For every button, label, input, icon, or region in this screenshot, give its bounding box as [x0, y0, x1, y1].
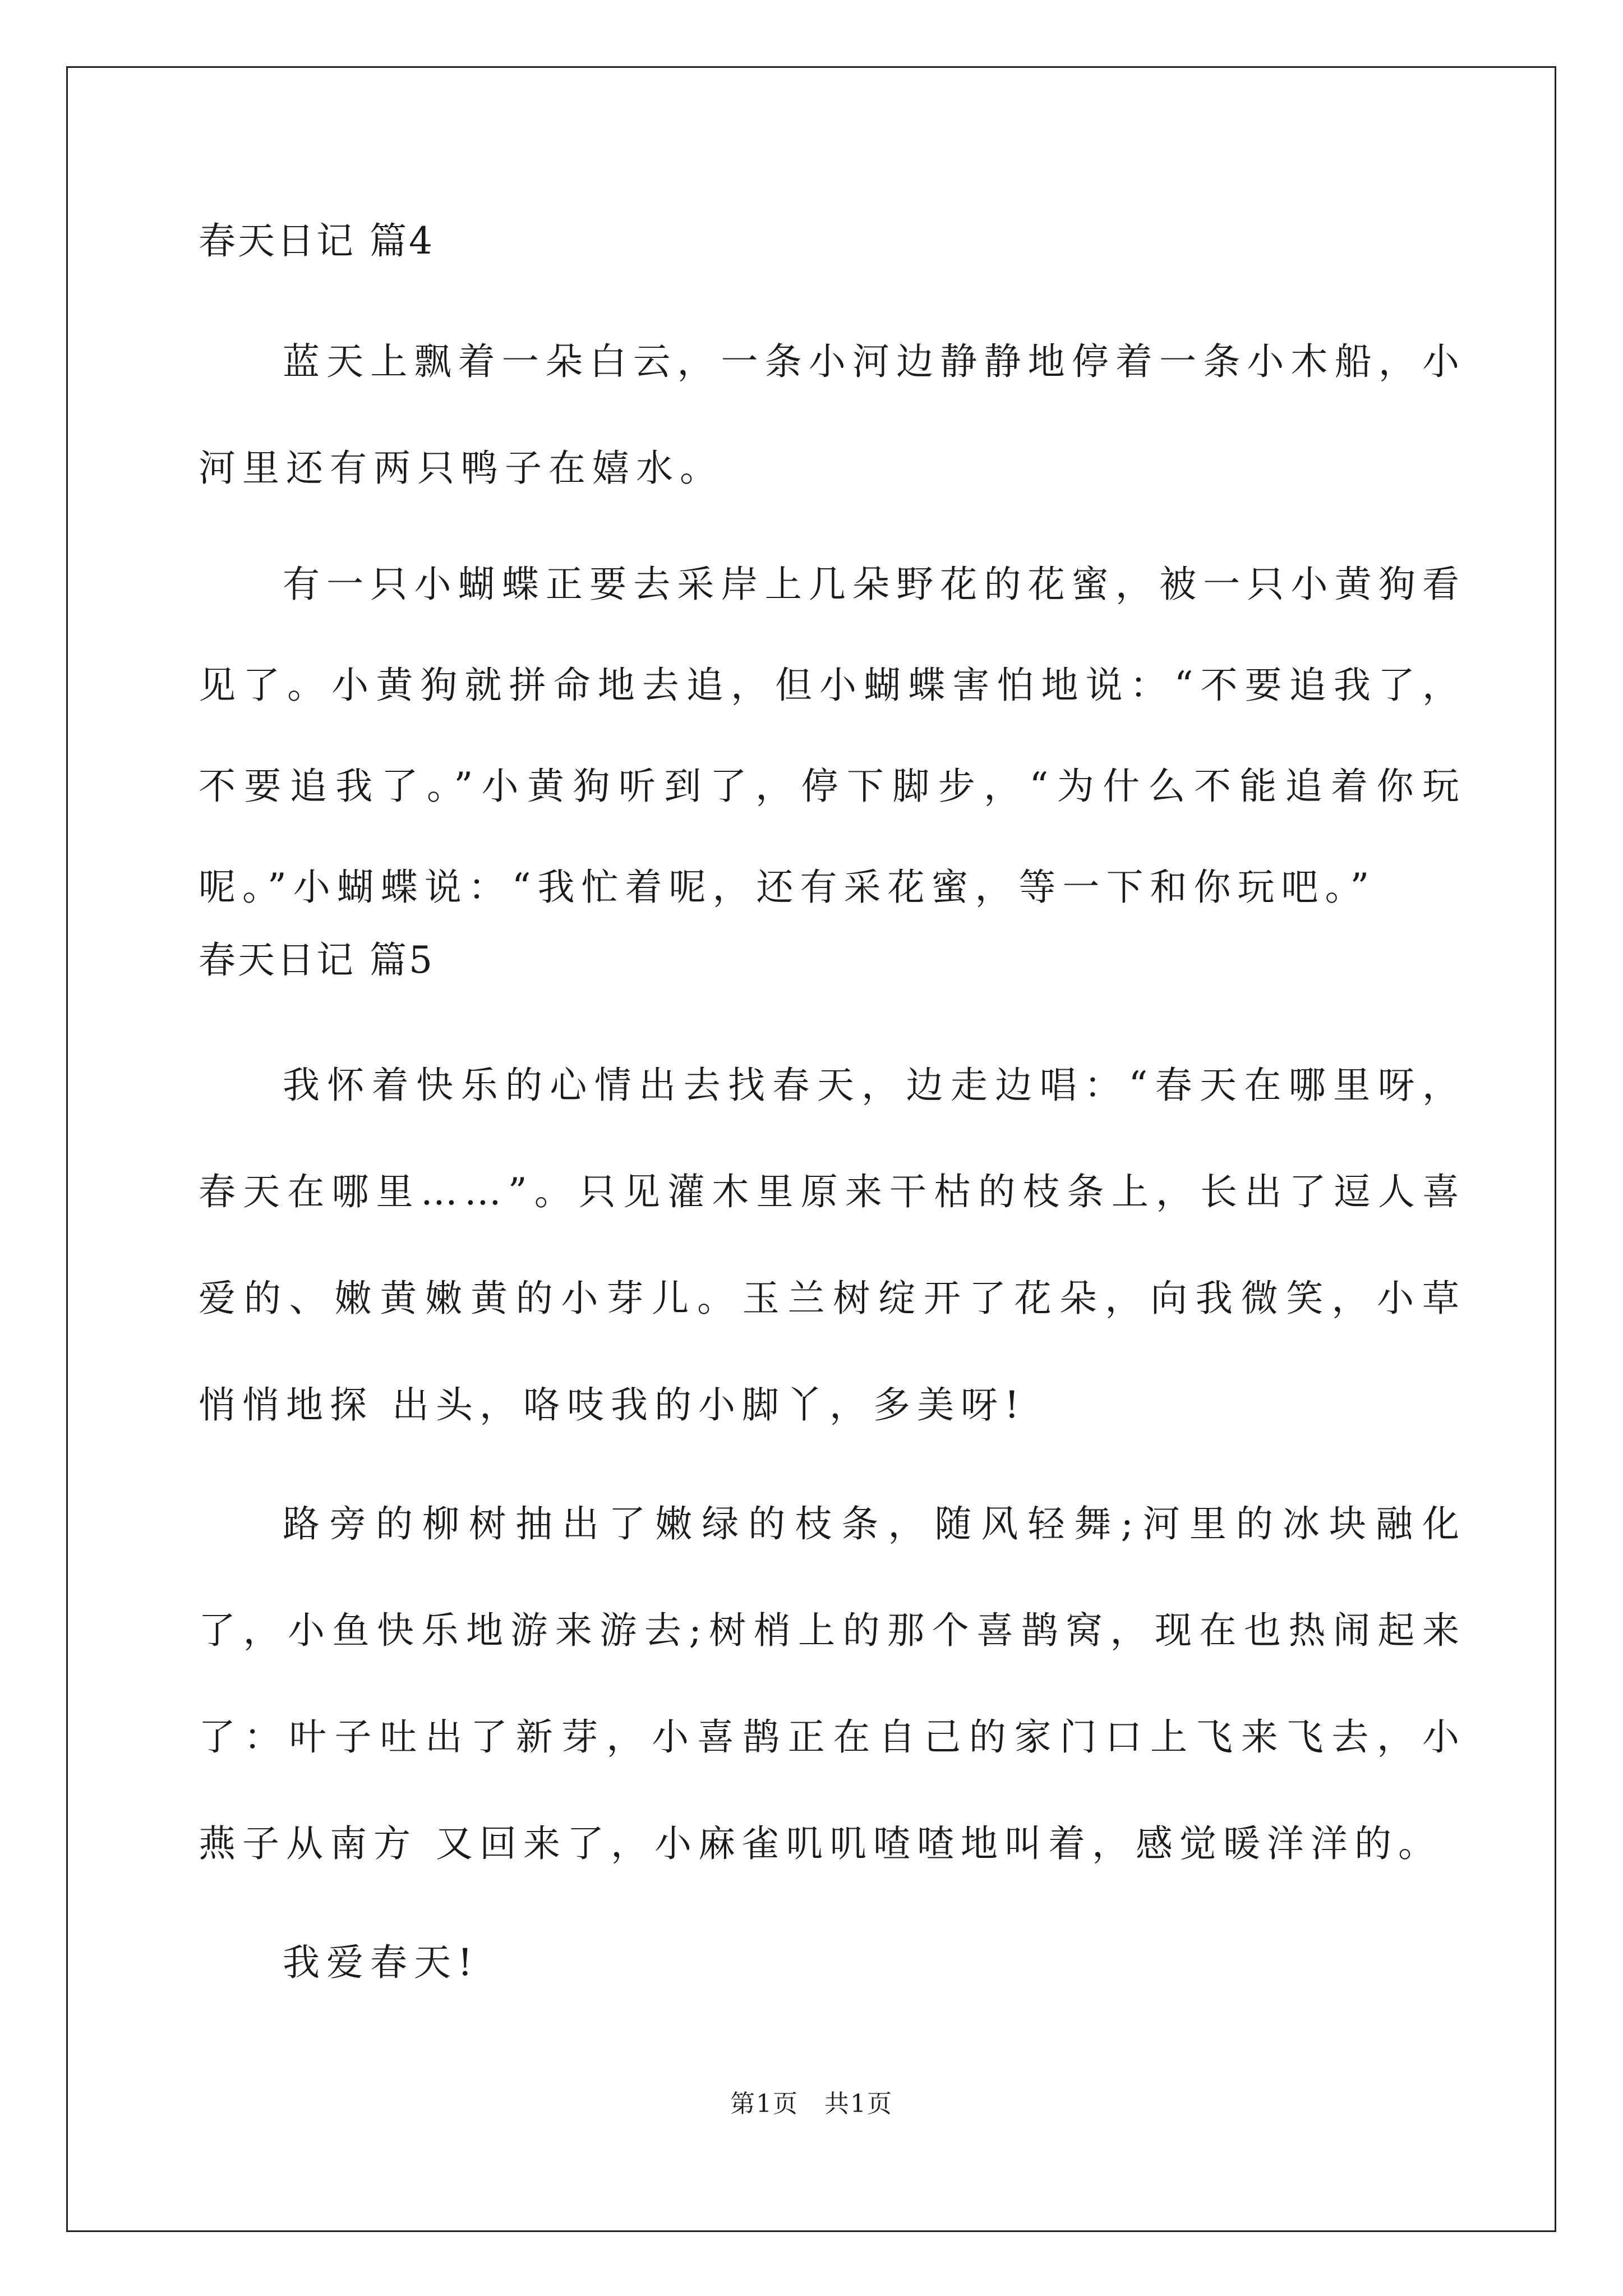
page-number-footer: 第1页 共1页 — [730, 2090, 893, 2118]
paragraph: 路旁的柳树抽出了嫩绿的枝条，随风轻舞;河里的冰块融化了，小鱼快乐地游来游去;树梢上的那个喜鹊窝，现在也热闹起来了：叶子吐出了新芽，小喜鹊正在自己的家门口上飞来飞去，小燕子从南方 又回来了，小麻雀叽叽喳喳地叫着，感觉暖洋洋的。 — [199, 1502, 1466, 1865]
section-heading: 春天日记 篇4 — [199, 219, 435, 263]
paragraph: 我爱春天! — [283, 1941, 479, 1984]
section-5 — [199, 932, 1466, 2016]
section-4 — [199, 213, 1466, 938]
paragraph: 有一只小蝴蝶正要去采岸上几朵野花的花蜜，被一只小黄狗看见了。小黄狗就拼命地去追，但小蝴蝶害怕地说：“不要追我了，不要追我了。”小黄狗听到了，停下脚步，“为什么不能追着你玩呢。”小蝴蝶说：“我忙着呢，还有采花蜜，等一下和你玩吧。” — [199, 563, 1466, 909]
section-heading: 春天日记 篇5 — [199, 938, 435, 982]
paragraph: 蓝天上飘着一朵白云，一条小河边静静地停着一条小木船，小河里还有两只鸭子在嬉水。 — [199, 340, 1466, 490]
document-body — [199, 213, 1466, 2016]
paragraph: 我怀着快乐的心情出去找春天，边走边唱：“春天在哪里呀，春天在哪里……”。只见灌木里原来干枯的枝条上，长出了逗人喜爱的、嫩黄嫩黄的小芽儿。玉兰树绽开了花朵，向我微笑，小草悄悄地探 出头，咯吱我的小脚丫，多美呀! — [199, 1064, 1466, 1427]
